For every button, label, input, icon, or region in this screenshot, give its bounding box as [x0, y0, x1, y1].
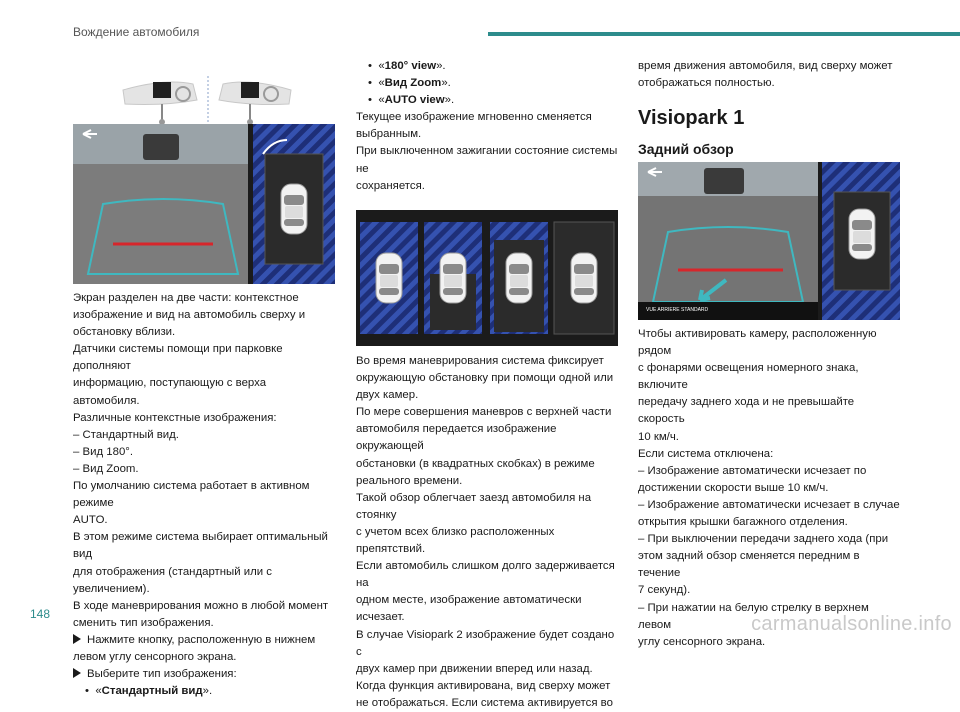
car-top-icon [849, 209, 875, 259]
split-view-screen [73, 124, 335, 284]
text-line: При выключенном зажигании состояние системы не [356, 145, 618, 175]
text-line: Во время маневрирования система фиксирует [356, 355, 604, 367]
text-line: обстановки (в квадратных скобках) в режиме [356, 457, 595, 470]
text-line: сохраняется. [356, 179, 425, 192]
text-line: двух камер. [356, 389, 419, 402]
text-line: – Вид 180°. [73, 445, 133, 458]
column-3-body [638, 326, 900, 651]
text-line: Если система отключена: [638, 447, 774, 460]
text-line: углу сенсорного экрана. [638, 635, 766, 648]
text-line: – При нажатии на белую стрелку в верхнем левом [638, 601, 869, 631]
text-line: изображение и вид на автомобиль сверху и [73, 309, 306, 322]
text-line: 10 км/ч. [638, 430, 679, 443]
text-line: AUTO. [73, 514, 108, 527]
text-line: реального времени. [356, 474, 463, 487]
text-line: отображаться полностью. [638, 77, 775, 90]
text-line: 7 секунд). [638, 584, 691, 597]
text-line: – Изображение автоматически исчезает в случае [638, 498, 900, 511]
text-line: левом углу сенсорного экрана. [73, 650, 237, 663]
text-line: передачу заднего хода и не превышайте скорость [638, 396, 855, 426]
text-line: с фонарями освещения номерного знака, включите [638, 362, 859, 392]
text-line: Различные контекстные изображения: [73, 411, 277, 424]
triangle-bullet-icon [73, 668, 81, 678]
text-line: В случае Visiopark 2 изображение будет создано с [356, 628, 615, 658]
view-option-standard: • «Стандартный вид». [85, 685, 213, 698]
text-line: автомобиля передается изображение окружающей [356, 423, 557, 453]
text-line: достижении скорости выше 10 км/ч. [638, 481, 829, 494]
text-line: Экран разделен на две части: контекстное [73, 292, 299, 304]
instruction-line: Выберите тип изображения: [73, 666, 335, 683]
text-line: – Изображение автоматически исчезает по [638, 464, 867, 477]
header-title: Вождение автомобиля [73, 25, 200, 39]
column-2-body [356, 353, 618, 712]
text-line: одном месте, изображение автоматически исчезает. [356, 594, 582, 624]
text-line: окружающую обстановку при помощи одной или [356, 372, 614, 385]
text-line: информацию, поступающую с верха автомобиля. [73, 377, 267, 407]
text-line: двух камер при движении вперед или назад. [356, 662, 593, 675]
subsection-heading-rear-view: Задний обзор [638, 141, 734, 158]
text-line: с учетом всех близко расположенных препятствий. [356, 525, 555, 556]
text-line: – Стандартный вид. [73, 428, 179, 441]
text-line: Когда функция активирована, вид сверху может [356, 679, 611, 692]
principle-screen [356, 210, 618, 346]
screen-mode-label: VUE ARRIERE STANDARD [646, 307, 709, 313]
section-heading-visiopark: Visiopark 1 [638, 107, 745, 130]
header-rule [488, 32, 960, 36]
watermark: carmanualsonline.info [751, 613, 952, 635]
text-line: В этом режиме система выбирает оптимальный вид [73, 531, 328, 561]
view-option-180: • «180° view». [368, 60, 446, 72]
text-line: обстановку вблизи. [73, 326, 176, 339]
triangle-bullet-icon [73, 634, 81, 644]
column-1-text [73, 290, 335, 700]
car-top-icon [281, 184, 307, 234]
text-line: В ходе маневрирования можно в любой момент [73, 599, 329, 612]
text-line: сменить тип изображения. [73, 616, 214, 629]
text-line: Такой обзор облегчает заезд автомобиля на стоянку [356, 491, 592, 521]
text-line: открытия крышки багажного отделения. [638, 516, 848, 529]
mirror-illustration [115, 72, 300, 128]
text-line: Датчики системы помощи при парковке дополняют [73, 343, 283, 373]
text-line: Если автомобиль слишком долго задерживается на [356, 560, 615, 590]
view-option-zoom: • «Вид Zoom». [368, 77, 451, 90]
instruction-line: Нажмите кнопку, расположенную в нижнем [73, 632, 335, 649]
text-line: Чтобы активировать камеру, расположенную рядом [638, 328, 877, 358]
column-3-text [638, 58, 900, 170]
text-line: – При выключении передачи заднего хода (при [638, 533, 889, 546]
text-line: для отображения (стандартный или с увеличением). [73, 565, 272, 595]
text-line: Текущее изображение мгновенно сменяется [356, 111, 592, 124]
text-line: выбранным. [356, 128, 422, 141]
text-line: не отображаться. Если система активируется во [356, 696, 613, 709]
text-line: По умолчанию система работает в активном режиме [73, 480, 310, 510]
rear-view-screen [638, 162, 900, 320]
text-line: – Вид Zoom. [73, 462, 139, 475]
page-number: 148 [30, 607, 51, 621]
text-line: По мере совершения маневров с верхней части [356, 406, 612, 419]
text-line: этом задний обзор сменяется передним в течение [638, 550, 860, 580]
text-line: время движения автомобиля, вид сверху может [638, 60, 893, 72]
view-option-auto: • «AUTO view». [368, 94, 455, 107]
